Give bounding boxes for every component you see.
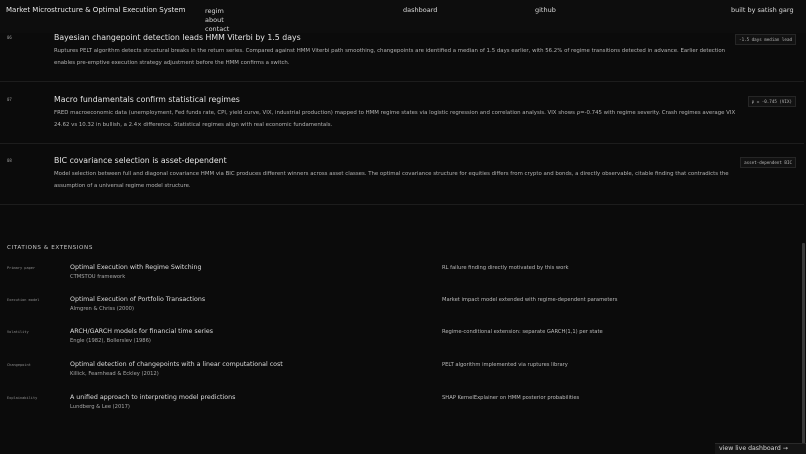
finding-card [0,33,804,82]
finding-title: Macro fundamentals confirm statistical regimes [54,95,240,104]
finding-title: Bayesian changepoint detection leads HMM Viterbi by 1.5 days [54,33,301,42]
citation-category: Volatility [7,330,29,334]
citation-title[interactable]: Optimal Execution of Portfolio Transactions [70,296,206,303]
finding-card [0,95,804,144]
finding-tag: -1.5 days median lead [735,34,796,45]
nav-stack [205,7,229,33]
view-dashboard-button[interactable]: view live dashboard → [715,443,806,454]
nav-link-github[interactable]: github [535,6,556,14]
citation-authors: Engle (1982), Bollerslev (1986) [70,338,151,344]
finding-tag: asset-dependent BIC [740,157,796,168]
citation-authors: CTMSTOU framework [70,274,126,280]
citation-row [0,361,800,391]
citation-note: SHAP KernelExplainer on HMM posterior probabilities [442,395,580,401]
finding-tag: ρ = -0.745 (VIX) [748,96,796,107]
citation-row [0,264,800,294]
citation-row [0,394,800,424]
top-navigation [0,0,806,33]
finding-number: 07 [7,97,12,102]
citation-authors: Almgren & Chriss (2000) [70,306,134,312]
citation-row [0,296,800,326]
finding-number: 06 [7,35,12,40]
citation-note: Regime-conditional extension: separate GARCH(1,1) per state [442,329,603,335]
finding-card [0,156,804,205]
citation-authors: Lundberg & Lee (2017) [70,404,130,410]
citation-note: RL failure finding directly motivated by this work [442,265,569,271]
citation-title[interactable]: Optimal Execution with Regime Switching [70,264,202,271]
citation-category: Explainability [7,396,38,400]
citation-title[interactable]: ARCH/GARCH models for financial time series [70,328,214,335]
nav-link-contact[interactable]: contact [205,25,230,33]
nav-link-regim[interactable]: regim [205,7,224,15]
citation-note: Market impact model extended with regime-dependent parameters [442,297,618,303]
page-scrollbar[interactable] [802,243,805,448]
finding-number: 08 [7,158,12,163]
citation-authors: Killick, Fearnhead & Eckley (2012) [70,371,159,377]
site-brand[interactable]: Market Microstructure & Optimal Execution System [6,6,186,14]
finding-body: Model selection between full and diagonal covariance HMM via BIC produces different winners across asset classes. The optimal covariance structure for equities differs from crypto and bonds, a directly observable, citable finding that contradicts the assumption of a universal regime model structure. [54,171,729,189]
finding-body: FRED macroeconomic data (unemployment, Fed funds rate, CPI, yield curve, VIX, industrial production) mapped to HMM regime states via logistic regression and correlation analysis. VIX shows ρ=-0.745 with regime severity. Crash regimes average VIX 24.62 vs 10.32 in bullish, a 2.4× difference. Statistical regimes align with real economic fundamentals. [54,110,736,128]
nav-link-dashboard[interactable]: dashboard [403,6,438,14]
citation-note: PELT algorithm implemented via ruptures library [442,362,568,368]
citation-title[interactable]: Optimal detection of changepoints with a linear computational cost [70,361,283,368]
citation-category: Execution model [7,298,40,302]
finding-title: BIC covariance selection is asset-dependent [54,156,227,165]
citation-category: Changepoint [7,363,31,367]
finding-body: Ruptures PELT algorithm detects structural breaks in the return series. Compared against HMM Viterbi path smoothing, changepoints are identified a median of 1.5 days earlier, with 56.2% of regime transitions detected in advance. Earlier detection enables pre-emptive execution strategy adjustment before the HMM confirms a switch. [54,48,726,66]
citation-category: Primary paper [7,266,36,270]
citation-title[interactable]: A unified approach to interpreting model predictions [70,394,236,401]
citations-heading: CITATIONS & EXTENSIONS [7,245,93,251]
citation-row [0,328,800,358]
nav-link-built-by[interactable]: built by satish garg [731,6,794,14]
nav-link-about[interactable]: about [205,16,224,24]
